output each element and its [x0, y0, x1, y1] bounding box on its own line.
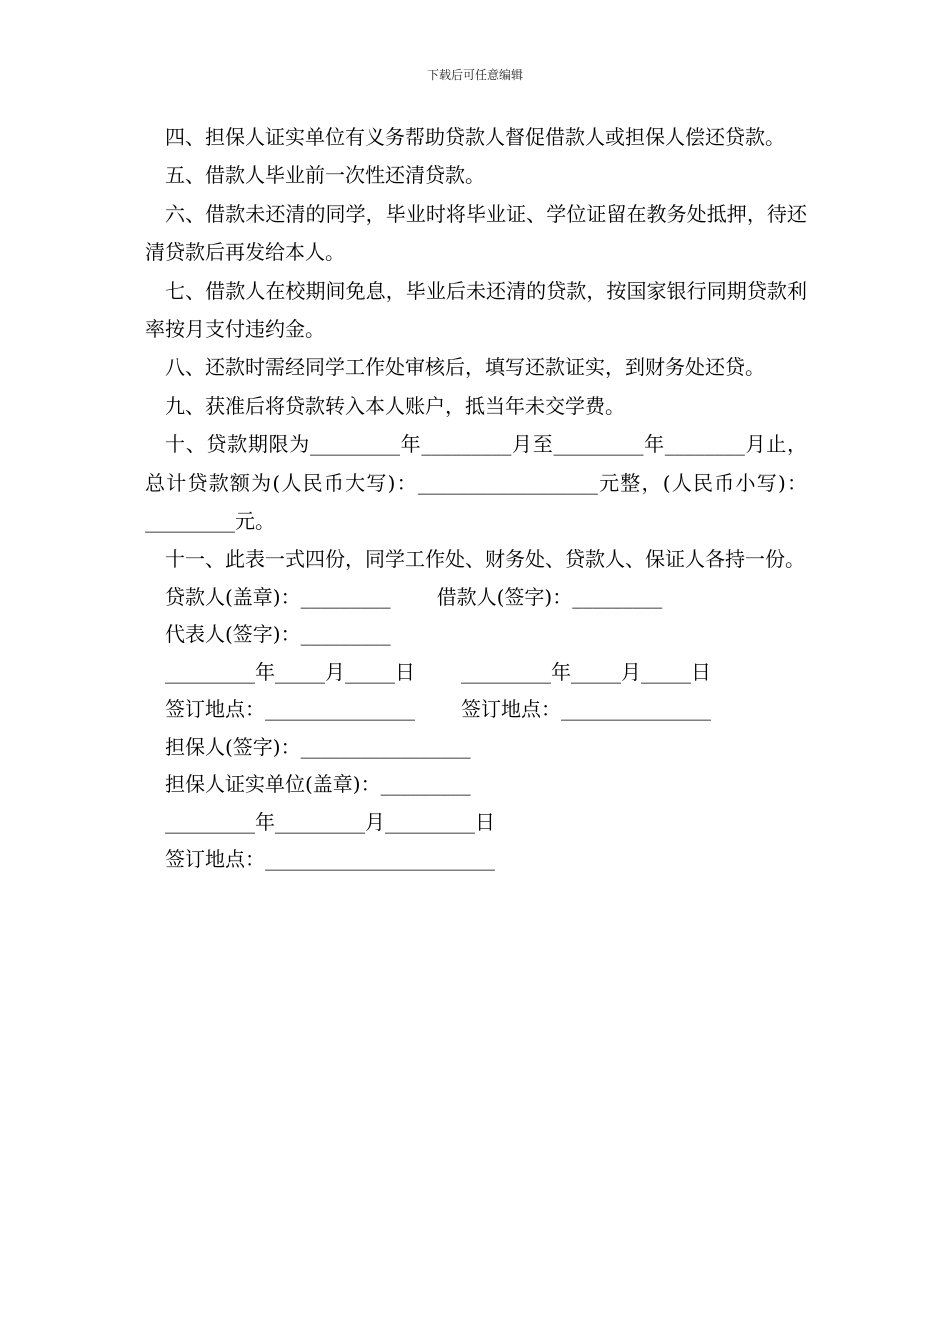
- signature-row-parties: [145, 579, 807, 617]
- clause-9: 九、获准后将贷款转入本人账户，抵当年未交学费。: [165, 393, 625, 418]
- document-body: [145, 118, 807, 879]
- clause-10: 十、贷款期限为_________年_________月至_________年________月止，总计贷款额为(人民币大写)：__________________元整，(人民币小写)：_________元。: [145, 432, 807, 534]
- clause-4: 四、担保人证实单位有义务帮助贷款人督促借款人或担保人偿还贷款。: [165, 125, 785, 149]
- guarantor-unit-seal-field: 担保人证实单位(盖章)：_________: [165, 772, 471, 797]
- borrower-sign-field: 借款人(签字)：_________: [436, 584, 663, 609]
- date-field-right: _________年_____月_____日: [461, 659, 711, 684]
- signature-row-places: [145, 691, 807, 729]
- clause-11: 十一、此表一式四份，同学工作处、财务处、贷款人、保证人各持一份。: [165, 547, 805, 572]
- date-field-bottom: _________年_________月_________日: [165, 809, 495, 834]
- representative-sign-field: 代表人(签字)：_________: [165, 622, 391, 647]
- lender-seal-field: 贷款人(盖章)：_________: [165, 584, 391, 609]
- signing-place-bottom: 签订地点：_______________________: [165, 847, 495, 872]
- clause-7: 七、借款人在校期间免息，毕业后未还清的贷款，按国家银行同期贷款利率按月支付违约金。: [145, 278, 807, 342]
- guarantor-sign-field: 担保人(签字)：_________________: [165, 734, 471, 759]
- date-field-left: _________年_____月_____日: [165, 659, 415, 684]
- signature-row-dates: [145, 654, 807, 692]
- signature-row-representative: [145, 616, 807, 654]
- signing-place-left: 签订地点：_______________: [165, 697, 415, 722]
- signing-place-right: 签订地点：_______________: [461, 697, 711, 722]
- clause-6: 六、借款未还清的同学，毕业时将毕业证、学位证留在教务处抵押，待还清贷款后再发给本人。: [145, 201, 807, 265]
- signature-block: [145, 579, 807, 879]
- page-header-note: 下载后可任意编辑: [426, 68, 523, 82]
- clause-5: 五、借款人毕业前一次性还清贷款。: [165, 163, 485, 188]
- clause-8: 八、还款时需经同学工作处审核后，填写还款证实，到财务处还贷。: [165, 355, 765, 380]
